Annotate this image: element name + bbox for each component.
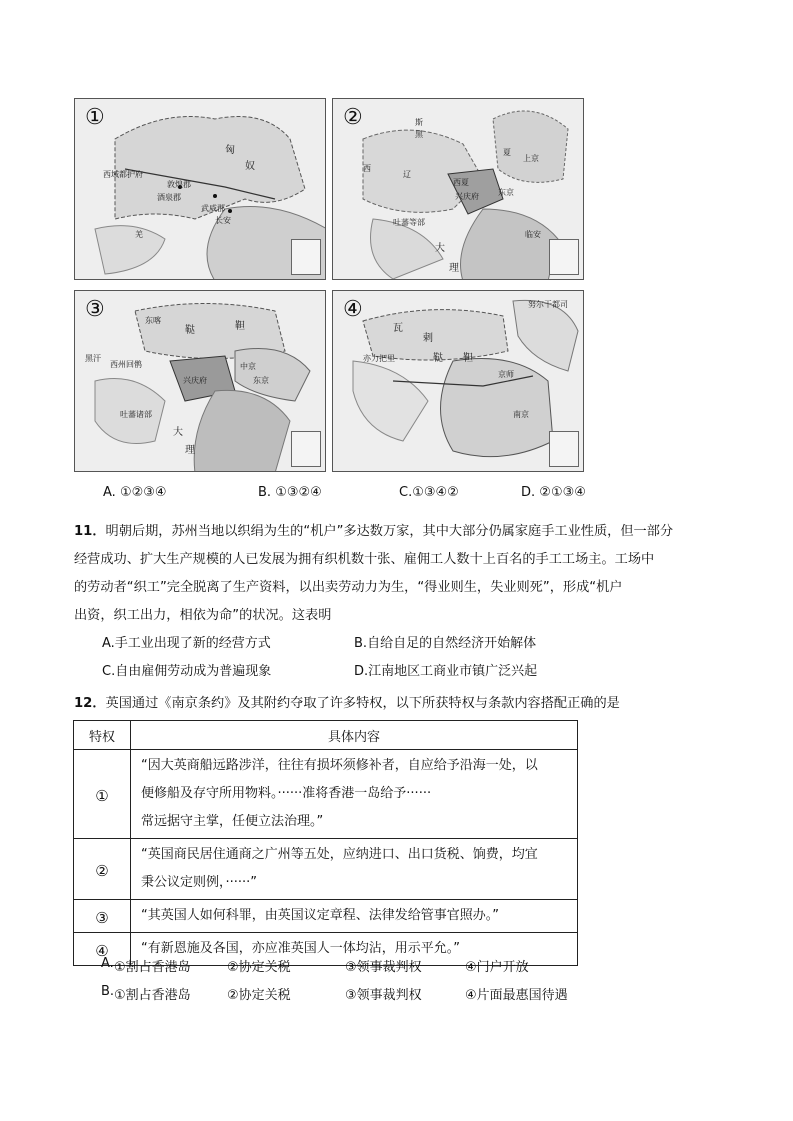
map-label: 靼 [235, 321, 251, 332]
choice-item: ②协定关税 [227, 988, 291, 1003]
map-label: 亦力把里 [363, 354, 395, 363]
q11-choice-d[interactable] [354, 660, 537, 679]
map-label: 努尔干都司 [528, 300, 568, 309]
option-letter: A. [103, 485, 116, 500]
map-label: 兴庆府 [455, 192, 479, 201]
map-label: 东京 [253, 376, 269, 385]
map-label: 临安 [525, 230, 541, 239]
q11-choice-b[interactable] [354, 632, 536, 651]
option-letter: B. [258, 485, 272, 500]
map-label: 奴 [245, 161, 261, 172]
choice-text: 江南地区工商业市镇广泛兴起 [368, 664, 538, 679]
table-header: 特权 [74, 721, 131, 750]
map-2-drawing [333, 99, 584, 280]
content-line: 常远据守主掌，任便立法治理。” [141, 814, 324, 829]
map-number: ① [85, 105, 105, 130]
choice-letter: D. [354, 664, 369, 679]
row-number: ③ [74, 900, 131, 933]
table-row [74, 839, 578, 900]
q11-line-3: 的劳动者“织工”完全脱离了生产资料，以出卖劳动力为生，“得业则生，失业则死”，形成“机户 [74, 580, 623, 595]
map-label: 匈 [225, 145, 241, 156]
option-letter: C. [399, 485, 413, 500]
choice-item: ②协定关税 [227, 960, 291, 975]
row-content [131, 750, 578, 839]
q11-line-2: 经营成功、扩大生产规模的人已发展为拥有织机数十张、雇佣工人数十上百名的手工工场主。工场中 [74, 552, 655, 567]
question-number: 11． [74, 524, 106, 539]
map-label: 辽 [403, 170, 411, 179]
map-inset [549, 239, 579, 275]
map-number: ④ [343, 297, 363, 322]
table-row [74, 900, 578, 933]
map-label: 理 [185, 445, 201, 456]
map-label: 斯 [415, 118, 423, 127]
map-panel-1 [74, 98, 326, 280]
choice-item: ①割占香港岛 [114, 960, 191, 975]
map-label: 上京 [523, 154, 539, 163]
content-line: “其英国人如何科罪，由英国议定章程、法律发给管事官照办。” [141, 908, 499, 923]
content-line: “英国商民居住通商之广州等五处，应纳进口、出口货税、饷费，均宜 [141, 847, 538, 862]
choice-letter: B. [354, 636, 368, 651]
question-number: 12． [74, 696, 106, 711]
map-panel-3 [74, 290, 326, 472]
map-number: ③ [85, 297, 105, 322]
option-text: ①③②④ [275, 485, 322, 500]
q12-stem [74, 690, 714, 718]
option-letter: D. [521, 485, 536, 500]
q12-text: 英国通过《南京条约》及其附约夺取了许多特权，以下所获特权与条款内容搭配正确的是 [105, 696, 620, 711]
choice-text: 自给自足的自然经济开始解体 [367, 636, 537, 651]
q11-text: 明朝后期，苏州当地以织绢为生的“机户”多达数万家，其中大部分仍属家庭手工业性质，但一部分 [105, 524, 674, 539]
row-number: ② [74, 839, 131, 900]
choice-item: ④门户开放 [465, 960, 529, 975]
map-label: 黑汗 [85, 354, 101, 363]
choice-item: ③领事裁判权 [345, 988, 422, 1003]
q10-option-a[interactable] [103, 485, 167, 500]
option-text: ①②③④ [119, 485, 167, 500]
q10-option-b[interactable] [258, 485, 322, 500]
map-4-drawing [333, 291, 584, 472]
table-header-row [74, 721, 578, 750]
content-line: “有新恩施及各国，亦应准英国人一体均沾，用示平允。” [141, 941, 460, 956]
choice-letter: A. [102, 636, 115, 651]
map-label: 瓦 [393, 323, 409, 334]
choice-letter: C. [102, 664, 116, 679]
map-label: 兴庆府 [183, 376, 207, 385]
content-line: “因大英商船远路涉洋，往往有损坏须修补者，自应给予沿海一处，以 [141, 758, 538, 773]
row-content [131, 839, 578, 900]
map-label: 夏 [503, 148, 511, 157]
map-label: 理 [449, 263, 465, 274]
content-line: 便修船及存守所用物料。······准将香港一岛给予······ [141, 786, 432, 801]
map-label: 西州回鹘 [110, 360, 142, 369]
q11-line-1 [74, 518, 673, 546]
map-label: 剌 [423, 333, 439, 344]
map-label: 靼 [463, 353, 479, 364]
choice-letter: B. [101, 984, 115, 999]
map-label: 东京 [498, 188, 514, 197]
map-label: 京师 [498, 370, 514, 379]
option-text: ②①③④ [539, 485, 586, 500]
map-1-drawing [75, 99, 326, 280]
map-inset [291, 239, 321, 275]
q11-choice-c[interactable] [102, 660, 271, 679]
map-label: 西域都护府 [103, 170, 143, 179]
map-panel-2 [332, 98, 584, 280]
map-inset [549, 431, 579, 467]
map-label: 羌 [135, 230, 143, 239]
choice-item: ④片面最惠国待遇 [465, 988, 568, 1003]
map-label: 南京 [513, 410, 529, 419]
choice-item: ③领事裁判权 [345, 960, 422, 975]
row-number: ① [74, 750, 131, 839]
map-panel-4 [332, 290, 584, 472]
table-header: 具体内容 [131, 721, 578, 750]
map-label: 吐蕃诸部 [120, 410, 152, 419]
treaty-table [73, 720, 578, 966]
map-label: 中京 [240, 362, 256, 371]
choice-item: ①割占香港岛 [114, 988, 191, 1003]
table-row [74, 750, 578, 839]
content-line: 秉公议定则例，······” [141, 875, 258, 890]
map-label: 酒泉郡 [157, 193, 181, 202]
row-content [131, 900, 578, 933]
q10-option-d[interactable] [521, 485, 586, 500]
map-figure-grid [74, 98, 584, 473]
map-label: 鞑 [185, 325, 201, 336]
choice-text: 自由雇佣劳动成为普遍现象 [115, 664, 272, 679]
choice-letter: A. [101, 956, 114, 971]
map-number: ② [343, 105, 363, 130]
q10-options [103, 485, 623, 503]
map-label: 大 [435, 243, 451, 254]
map-label: 黑 [415, 130, 423, 139]
map-label: 西夏 [453, 178, 469, 187]
q10-option-c[interactable] [399, 485, 459, 500]
map-label: 长安 [215, 216, 231, 225]
map-label: 吐蕃等部 [393, 218, 425, 227]
option-text: ①③④② [412, 485, 459, 500]
choice-text: 手工业出现了新的经营方式 [114, 636, 271, 651]
map-label: 敦煌郡 [167, 180, 191, 189]
map-label: 西 [363, 164, 371, 173]
row-number: ④ [74, 933, 131, 966]
map-label: 武威郡 [201, 204, 225, 213]
map-label: 东喀 [145, 316, 161, 325]
q11-choice-a[interactable] [102, 632, 271, 651]
map-label: 鞑 [433, 353, 449, 364]
map-inset [291, 431, 321, 467]
map-label: 大 [173, 427, 189, 438]
q11-line-4: 出资，织工出力，相依为命”的状况。这表明 [74, 608, 332, 623]
